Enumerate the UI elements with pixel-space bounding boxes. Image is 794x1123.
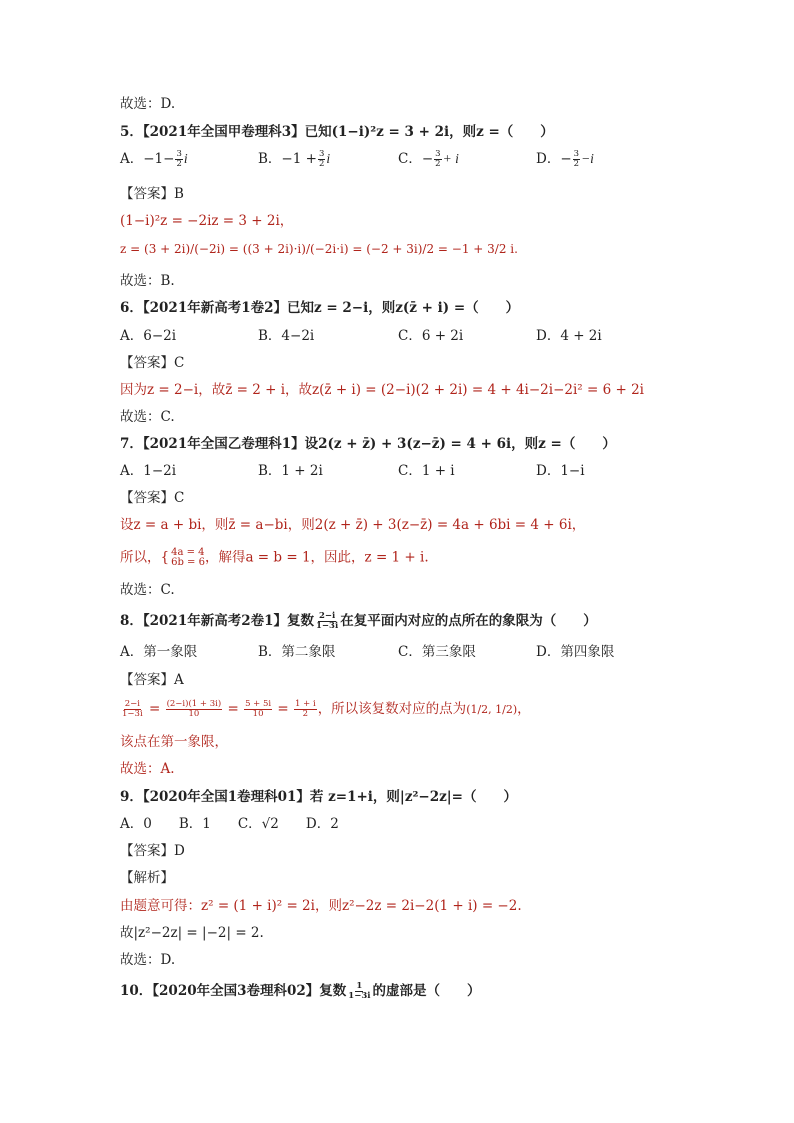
- q8-answer: 【答案】A: [120, 672, 184, 688]
- fraction: $\frac{(2-i)(1 + 3i)}{10}$: [166, 699, 222, 719]
- q8-solution-1: $\frac{2-i}{1-3i}$ = $\frac{(2-i)(1 + 3i)}{10}$ = $\frac{5 + 5i}{10}$ = $\frac{1 + i}{2}$ ，所以该复数对应的点为(1/2, 1/2)，: [122, 699, 531, 719]
- fraction: $\frac{3}{2}$: [318, 149, 325, 169]
- equation-system: 4a = 4 6b = 6: [171, 547, 205, 568]
- q7-option-d: D．1−i: [536, 463, 585, 479]
- q6-option-d: D．4 + 2i: [536, 328, 602, 344]
- q9-analysis-label: 【解析】: [120, 870, 174, 886]
- q5-choice: 故选：B.: [120, 273, 175, 289]
- question-6-stem: 6．【2021年新高考1卷2】已知z = 2−i，则z(z̄ + i) =（ ）: [120, 300, 520, 316]
- q5-option-a: A．−1− $\frac{3}{2}$ i: [120, 149, 188, 169]
- q9-solution-1: 由题意可得：z² = (1 + i)² = 2i，则z²−2z = 2i−2(1 + i) = −2.: [120, 898, 522, 914]
- question-10-stem: 10．【2020年全国3卷理科02】复数 $\frac{1}{1-3i}$ 的虚部是（ ）: [120, 981, 481, 1001]
- fraction: $\frac{2-i}{1-3i}$: [122, 699, 143, 719]
- q5-option-d: D．− $\frac{3}{2}$ −i: [536, 149, 594, 169]
- q7-solution-2: 所以，{ 4a = 4 6b = 6 ，解得a = b = 1，因此，z = 1 + i.: [120, 547, 429, 568]
- q5-option-c: C．− $\frac{3}{2}$ + i: [398, 149, 459, 169]
- question-7-stem: 7．【2021年全国乙卷理科1】设2(z + z̄) + 3(z−z̄) = 4 + 6i，则z =（ ）: [120, 436, 616, 452]
- q5-option-b: B．−1 + $\frac{3}{2}$ i: [258, 149, 331, 169]
- q6-option-a: A．6−2i: [120, 328, 177, 344]
- question-8-stem: 8．【2021年新高考2卷1】复数 $\frac{2-i}{1-3i}$ 在复平面内对应的点所在的象限为（ ）: [120, 611, 597, 631]
- q8-option-c: C．第三象限: [398, 644, 476, 660]
- text-line: 故选：D.: [120, 96, 176, 112]
- q6-solution: 因为z = 2−i，故z̄ = 2 + i，故z(z̄ + i) = (2−i)(2 + 2i) = 4 + 4i−2i−2i² = 6 + 2i: [120, 382, 644, 398]
- q6-option-c: C．6 + 2i: [398, 328, 464, 344]
- q5-answer: 【答案】B: [120, 186, 184, 202]
- q6-answer: 【答案】C: [120, 355, 185, 371]
- question-9-stem: 9．【2020年全国1卷理科01】若 z=1+i，则|z²−2z|=（ ）: [120, 789, 517, 805]
- q7-answer: 【答案】C: [120, 490, 185, 506]
- q7-option-c: C．1 + i: [398, 463, 455, 479]
- q6-choice: 故选：C.: [120, 409, 175, 425]
- q8-solution-2: 该点在第一象限，: [120, 734, 228, 750]
- q8-option-d: D．第四象限: [536, 644, 615, 660]
- question-5-stem: 5．【2021年全国甲卷理科3】已知(1−i)²z = 3 + 2i，则z =（ ）: [120, 124, 554, 140]
- fraction: $\frac{2-i}{1-3i}$: [316, 611, 339, 631]
- q7-solution-1: 设z = a + bi，则z̄ = a−bi，则2(z + z̄) + 3(z−z̄) = 4a + 6bi = 4 + 6i，: [120, 517, 586, 533]
- q9-choice: 故选：D.: [120, 952, 176, 968]
- fraction: $\frac{3}{2}$: [176, 149, 182, 169]
- q7-choice: 故选：C.: [120, 582, 175, 598]
- fraction: $\frac{1 + i}{2}$: [295, 699, 316, 719]
- q9-solution-2: 故|z²−2z| = |−2| = 2.: [120, 925, 264, 941]
- q8-option-b: B．第二象限: [258, 644, 336, 660]
- fraction: $\frac{3}{2}$: [435, 149, 441, 169]
- fraction: $\frac{3}{2}$: [573, 149, 580, 169]
- q8-option-a: A．第一象限: [120, 644, 198, 660]
- q5-solution-2: z = (3 + 2i)/(−2i) = ((3 + 2i)·i)/(−2i·i) = (−2 + 3i)/2 = −1 + 3/2 i.: [120, 242, 518, 256]
- q7-option-a: A．1−2i: [120, 463, 177, 479]
- q9-answer: 【答案】D: [120, 843, 185, 859]
- q8-choice: 故选：A.: [120, 761, 175, 777]
- q5-solution-1: (1−i)²z = −2iz = 3 + 2i，: [120, 213, 294, 229]
- q9-options: A．0 B．1 C．√2 D．2: [120, 816, 339, 832]
- fraction: $\frac{1}{1-3i}$: [348, 981, 371, 1001]
- q7-option-b: B．1 + 2i: [258, 463, 323, 479]
- q6-option-b: B．4−2i: [258, 328, 315, 344]
- fraction: $\frac{5 + 5i}{10}$: [245, 699, 272, 719]
